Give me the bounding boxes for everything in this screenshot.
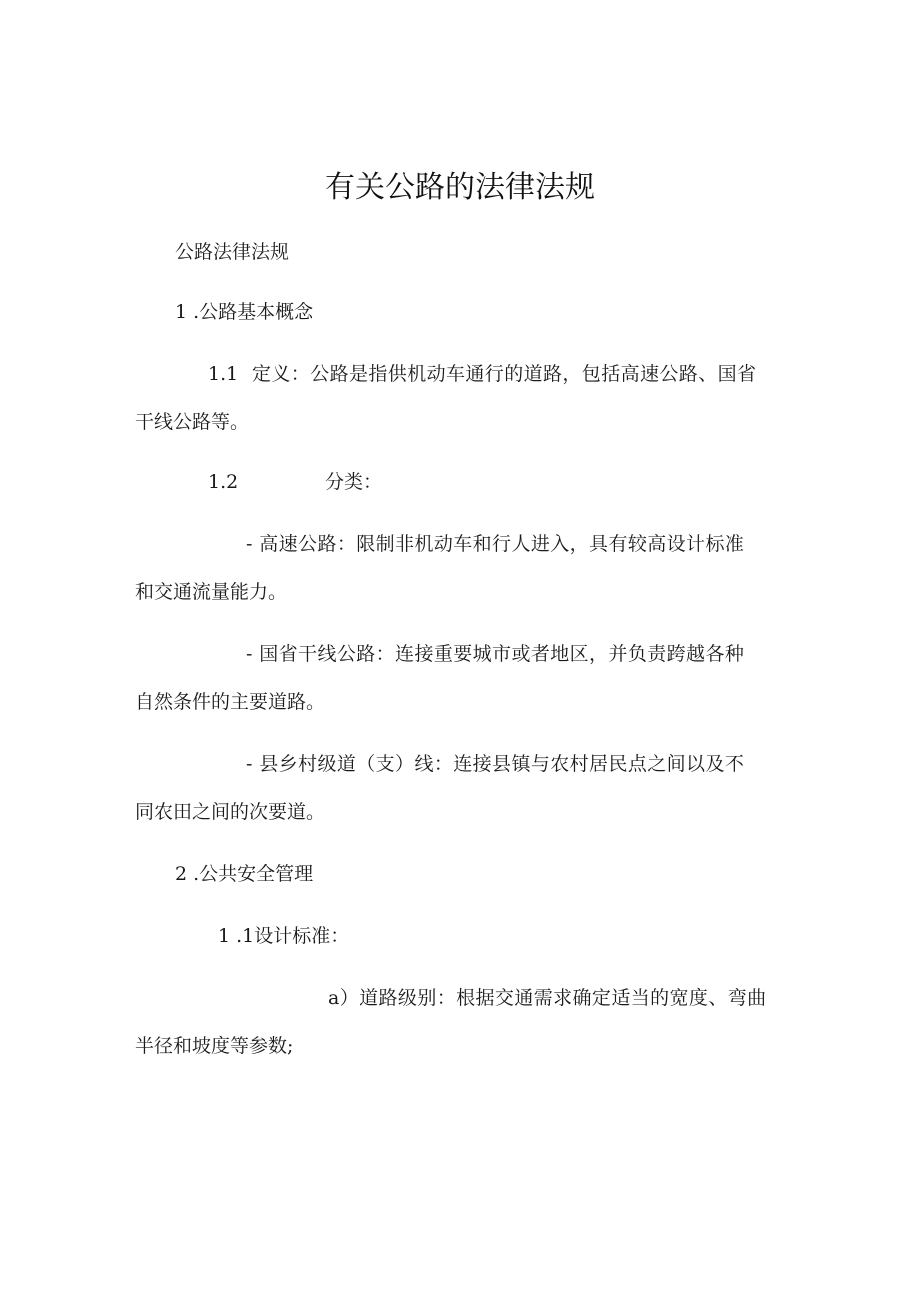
bullet-county-road-line1: - 县乡村级道（支）线：连接县镇与农村居民点之间以及不	[246, 753, 745, 775]
section-1-title: 1 .公路基本概念	[175, 301, 314, 323]
section-2-title: 2 .公共安全管理	[175, 863, 314, 885]
sub-item-a-line2: 半径和坡度等参数;	[135, 1035, 294, 1057]
item-1-1-text-line1: 定义：公路是指供机动车通行的道路，包括高速公路、国省	[252, 363, 757, 385]
item-1-2-text: 分类：	[325, 471, 383, 493]
section-heading: 公路法律法规	[175, 241, 290, 263]
section-2-item: 1 .1设计标准：	[218, 925, 350, 947]
document-title: 有关公路的法律法规	[325, 170, 595, 205]
item-1-1-text-line2: 干线公路等。	[135, 411, 250, 433]
bullet-expressway-line1: - 高速公路：限制非机动车和行人进入，具有较高设计标准	[246, 533, 745, 555]
bullet-trunk-road-line1: - 国省干线公路：连接重要城市或者地区，并负责跨越各种	[246, 643, 745, 665]
bullet-expressway-line2: 和交通流量能力。	[135, 581, 288, 603]
item-1-2-number: 1.2	[208, 471, 239, 493]
bullet-county-road-line2: 同农田之间的次要道。	[135, 801, 326, 823]
sub-item-a-line1: a）道路级别：根据交通需求确定适当的宽度、弯曲	[328, 987, 767, 1009]
item-1-1-number: 1.1	[208, 363, 239, 385]
bullet-trunk-road-line2: 自然条件的主要道路。	[135, 691, 326, 713]
